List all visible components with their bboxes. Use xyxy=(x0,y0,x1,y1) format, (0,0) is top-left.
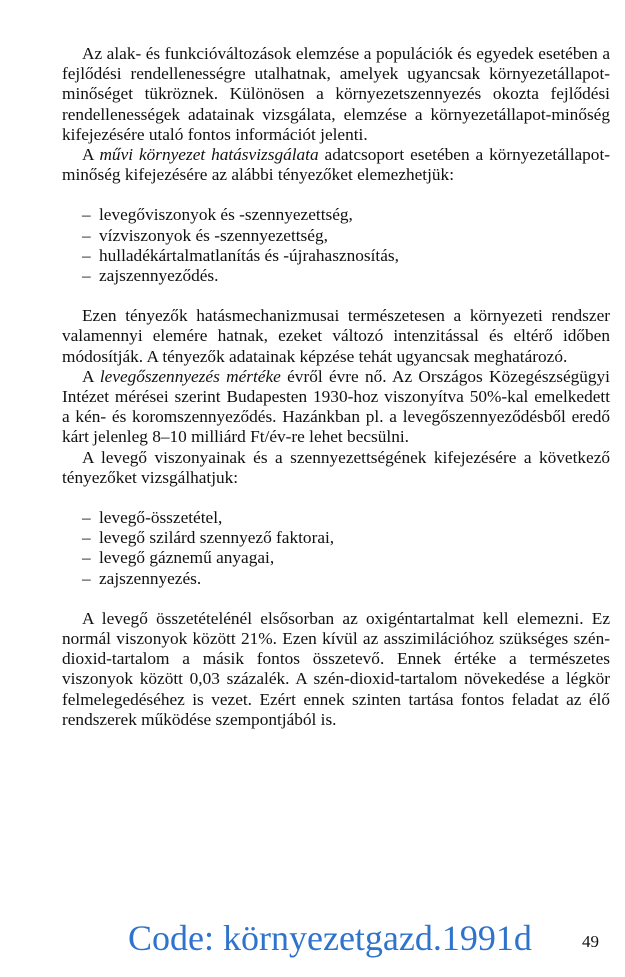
dash-icon: – xyxy=(82,245,91,265)
list-item xyxy=(82,508,610,528)
list-item xyxy=(82,569,610,589)
spacer xyxy=(62,488,610,508)
factor-list-1 xyxy=(62,205,610,286)
paragraph-4-lead: A xyxy=(82,366,100,386)
list-item xyxy=(82,226,610,246)
paragraph-1: Az alak- és funkcióváltozások elemzése a populációk és egyedek esetében a fejlődési rendellenességre utalhatnak, amelyek ugyancsak környezetállapot-minőséget tükröznek. Különösen a környezetszennyezés okozta fejlődési rendellenességek adatainak vizsgálata, elemzése a környezetállapot-minőség kifejezésére utaló fontos információt jelenti. xyxy=(62,44,610,144)
page-number: 49 xyxy=(582,932,599,951)
paragraph-4-emphasis: levegőszennyezés mértéke xyxy=(99,366,281,386)
list-item xyxy=(82,548,610,568)
paragraph-5: A levegő viszonyainak és a szennyezettségének kifejezésére a következő tényezőket vizsgálhatjuk: xyxy=(62,447,610,487)
list-item xyxy=(82,205,610,225)
dash-icon: – xyxy=(82,568,91,588)
paragraph-3: Ezen tényezők hatásmechanizmusai természetesen a környezeti rendszer valamennyi elemére hatnak, ezeket változó intenzitással és eltérő időben módosítják. A tényezők adatainak képzése tehát ugyancsak meghatározó. xyxy=(62,306,610,366)
list-item-text: levegőviszonyok és -szennyezettség, xyxy=(99,205,353,225)
paragraph-2-rest: adatcsoport esetében a környezetállapot-minőség kifejezésére az alábbi tényezőket elemezhetjük: xyxy=(62,145,610,185)
paragraph-4-rest: évről évre nő. Az Országos Közegészségügyi Intézet mérései szerint Budapesten 1930-hoz viszonyítva 50%-kal emelkedett a kén- és koromszennyeződés. Hazánkban pl. a levegőszennyeződésből eredő kárt jelenleg 8–10 milliárd Ft/év-re lehet becsülni. xyxy=(62,366,610,447)
dash-icon: – xyxy=(82,205,91,225)
paragraph-6: A levegő összetételénél elsősorban az oxigéntartalmat kell elemezni. Ez normál viszonyok között 21%. Ezen kívül az asszimilációhoz szükséges szén-dioxid-tartalom a másik fontos összetevő. Ennek értéke a természetes viszonyok között 0,03 százalék. A szén-dioxid-tartalom növekedése a légkör felmelegedéséhez is vezet. Ezért ennek szinten tartása fontos feladat az élő rendszerek működése szempontjából is. xyxy=(62,608,610,729)
document-code: Code: környezetgazd.1991d xyxy=(128,918,532,958)
paragraph-2-lead: A xyxy=(82,145,100,165)
list-item xyxy=(82,528,610,548)
factor-list-2 xyxy=(62,508,610,589)
list-item-text: levegő-összetétel, xyxy=(99,508,223,528)
list-item-text: vízviszonyok és -szennyezettség, xyxy=(99,225,328,245)
paragraph-4 xyxy=(62,367,610,448)
spacer xyxy=(62,589,610,609)
dash-icon: – xyxy=(82,225,91,245)
paragraph-2 xyxy=(62,145,610,185)
dash-icon: – xyxy=(82,528,91,548)
list-item xyxy=(82,246,610,266)
paragraph-2-emphasis: művi környezet hatásvizsgálata xyxy=(99,145,319,165)
list-item-text: zajszennyezés. xyxy=(99,568,202,588)
dash-icon: – xyxy=(82,548,91,568)
spacer xyxy=(62,185,610,205)
list-item-text: levegő szilárd szennyező faktorai, xyxy=(99,528,335,548)
dash-icon: – xyxy=(82,266,91,286)
dash-icon: – xyxy=(82,508,91,528)
spacer xyxy=(62,286,610,306)
list-item xyxy=(82,266,610,286)
list-item-text: levegő gáznemű anyagai, xyxy=(99,548,275,568)
list-item-text: hulladékártalmatlanítás és -újrahasznosítás, xyxy=(99,245,399,265)
list-item-text: zajszennyeződés. xyxy=(99,266,219,286)
page-body xyxy=(62,44,610,730)
